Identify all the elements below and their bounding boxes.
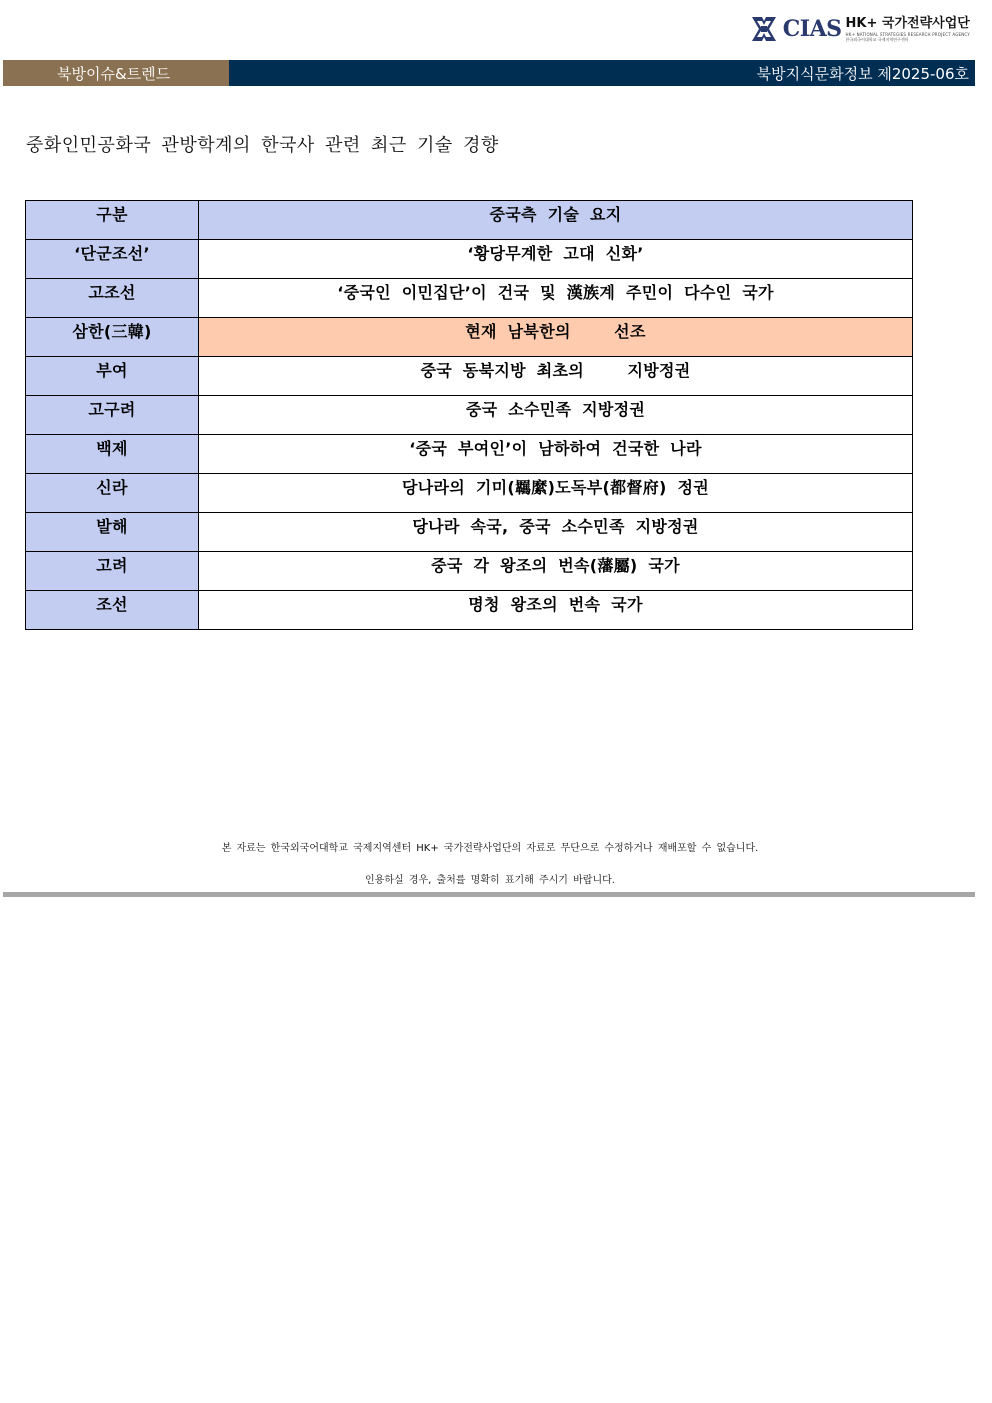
logo-subtitle: HK+ NATIONAL STRATEGIES RESEARCH PROJECT AGENCY: [845, 31, 970, 37]
footer-divider: [3, 892, 975, 897]
row-description-highlighted: 현재 남북한의 선조: [199, 318, 913, 357]
page-title: 중화인민공화국 관방학계의 한국사 관련 최근 기술 경향: [26, 135, 499, 156]
row-description: 중국 소수민족 지방정권: [199, 396, 913, 435]
row-label: 조선: [26, 591, 199, 630]
logo-subtitle-kr: 한국외국어대학교 국제지역연구센터: [845, 36, 909, 42]
cias-logo: [749, 14, 970, 44]
row-label: 고조선: [26, 279, 199, 318]
table-row: [26, 279, 913, 318]
table-row: [26, 357, 913, 396]
header-summary: 중국측 기술 요지: [199, 201, 913, 240]
table-row: [26, 474, 913, 513]
row-label: 삼한(三韓): [26, 318, 199, 357]
row-description: ‘중국인 이민집단’이 건국 및 漢族계 주민이 다수인 국가: [199, 279, 913, 318]
row-label: 발해: [26, 513, 199, 552]
row-label: 고구려: [26, 396, 199, 435]
cias-emblem-icon: [749, 14, 779, 44]
footer-citation: 인용하실 경우, 출처를 명확히 표기해 주시기 바랍니다.: [365, 875, 615, 886]
row-description: 당나라의 기미(羈縻)도독부(都督府) 정권: [199, 474, 913, 513]
table-header-row: [26, 201, 913, 240]
row-description: 당나라 속국, 중국 소수민족 지방정권: [199, 513, 913, 552]
table-row: [26, 552, 913, 591]
history-table: [25, 200, 913, 630]
row-label: 신라: [26, 474, 199, 513]
logo-title: HK+ 국가전략사업단: [845, 15, 970, 31]
row-label: 백제: [26, 435, 199, 474]
issue-label: 북방지식문화정보 제2025-06호: [229, 60, 975, 86]
row-description: 중국 각 왕조의 번속(藩屬) 국가: [199, 552, 913, 591]
row-description: ‘중국 부여인’이 남하하여 건국한 나라: [199, 435, 913, 474]
header-category: 구분: [26, 201, 199, 240]
row-label: 부여: [26, 357, 199, 396]
row-label: ‘단군조선’: [26, 240, 199, 279]
row-description: 중국 동북지방 최초의 지방정권: [199, 357, 913, 396]
row-description: 명청 왕조의 번속 국가: [199, 591, 913, 630]
table-row: [26, 318, 913, 357]
row-description: ‘황당무계한 고대 신화’: [199, 240, 913, 279]
footer-copyright: 본 자료는 한국외국어대학교 국제지역센터 HK+ 국가전략사업단의 자료로 무단으로 수정하거나 재배포할 수 없습니다.: [221, 843, 759, 854]
table-row: [26, 513, 913, 552]
logo-brand: CIAS: [782, 16, 842, 42]
section-label: 북방이슈&트렌드: [3, 60, 229, 86]
table-row: [26, 591, 913, 630]
table-row: [26, 396, 913, 435]
table-row: [26, 240, 913, 279]
header-bar: [3, 60, 975, 86]
row-label: 고려: [26, 552, 199, 591]
table-row: [26, 435, 913, 474]
